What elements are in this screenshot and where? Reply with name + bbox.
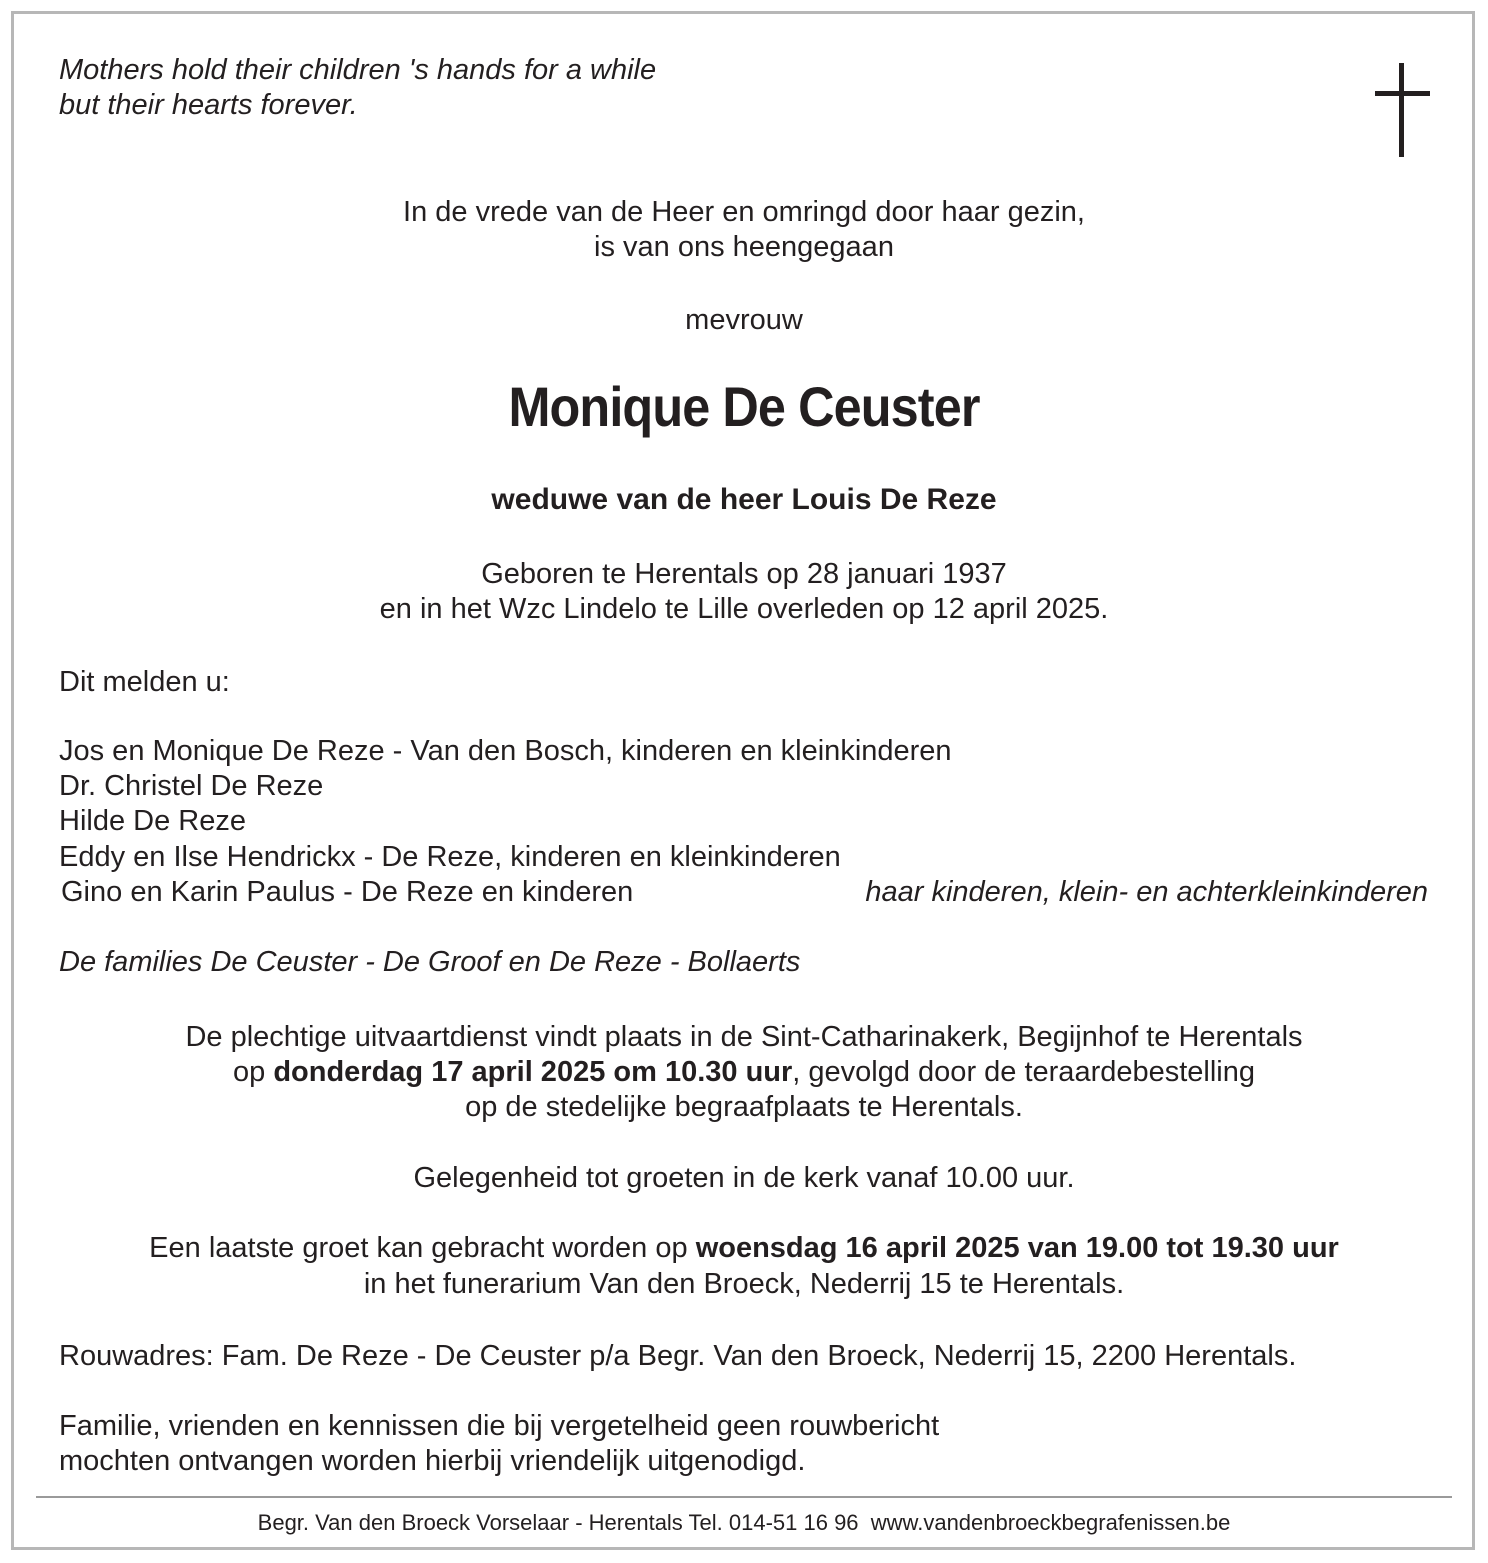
service-line-3: op de stedelijke begraafplaats te Herentals. — [465, 1091, 1023, 1123]
invitation-line-1: Familie, vrienden en kennissen die bij vergetelheid geen rouwbericht — [59, 1410, 940, 1442]
died-line: en in het Wzc Lindelo te Lille overleden op 12 april 2025. — [379, 593, 1109, 625]
footer-text: Begr. Van den Broeck Vorselaar - Herentals Tel. 014-51 16 96 www.vandenbroeckbegrafenissen.be — [257, 1510, 1231, 1535]
quote-line-2: but their hearts forever. — [59, 89, 358, 121]
service-line-1: De plechtige uitvaartdienst vindt plaats in de Sint-Catharinakerk, Begijnhof te Herentals — [185, 1021, 1303, 1053]
family-summary: haar kinderen, klein- en achterkleinkinderen — [865, 876, 1428, 908]
family-line: Dr. Christel De Reze — [59, 770, 324, 802]
last-greeting-line-1: Een laatste groet kan gebracht worden op woensdag 16 april 2025 van 19.00 tot 19.30 uur — [149, 1232, 1339, 1264]
intro-line-2: is van ons heengegaan — [594, 231, 894, 263]
extended-families: De families De Ceuster - De Groof en De Reze - Bollaerts — [59, 946, 801, 978]
quote-line-1: Mothers hold their children 's hands for a while — [59, 54, 657, 86]
announce-label: Dit melden u: — [59, 666, 230, 698]
service-date: donderdag 17 april 2025 om 10.30 uur — [273, 1056, 793, 1088]
born-line: Geboren te Herentals op 28 januari 1937 — [481, 558, 1007, 590]
family-line: Eddy en Ilse Hendrickx - De Reze, kinderen en kleinkinderen — [59, 841, 841, 873]
greeting-line: Gelegenheid tot groeten in de kerk vanaf 10.00 uur. — [413, 1162, 1075, 1194]
last-greeting-date: woensdag 16 april 2025 van 19.00 tot 19.30 uur — [695, 1232, 1339, 1264]
service-line-2: op donderdag 17 april 2025 om 10.30 uur, gevolgd door de teraardebestelling — [232, 1056, 1256, 1088]
last-greeting-line-2: in het funerarium Van den Broeck, Nederrij 15 te Herentals. — [363, 1268, 1125, 1300]
title-prefix: mevrouw — [685, 304, 803, 336]
widow-of: weduwe van de heer Louis De Reze — [491, 483, 997, 516]
family-line: Gino en Karin Paulus - De Reze en kinderen — [61, 876, 634, 908]
footer-divider — [36, 1496, 1452, 1498]
intro-line-1: In de vrede van de Heer en omringd door haar gezin, — [403, 196, 1085, 228]
invitation-line-2: mochten ontvangen worden hierbij vriendelijk uitgenodigd. — [59, 1445, 806, 1477]
family-line: Hilde De Reze — [59, 805, 246, 837]
deceased-name: Monique De Ceuster — [508, 375, 980, 438]
family-line: Jos en Monique De Reze - Van den Bosch, kinderen en kleinkinderen — [59, 735, 952, 767]
mourning-address: Rouwadres: Fam. De Reze - De Ceuster p/a Begr. Van den Broeck, Nederrij 15, 2200 Herentals. — [59, 1340, 1297, 1372]
